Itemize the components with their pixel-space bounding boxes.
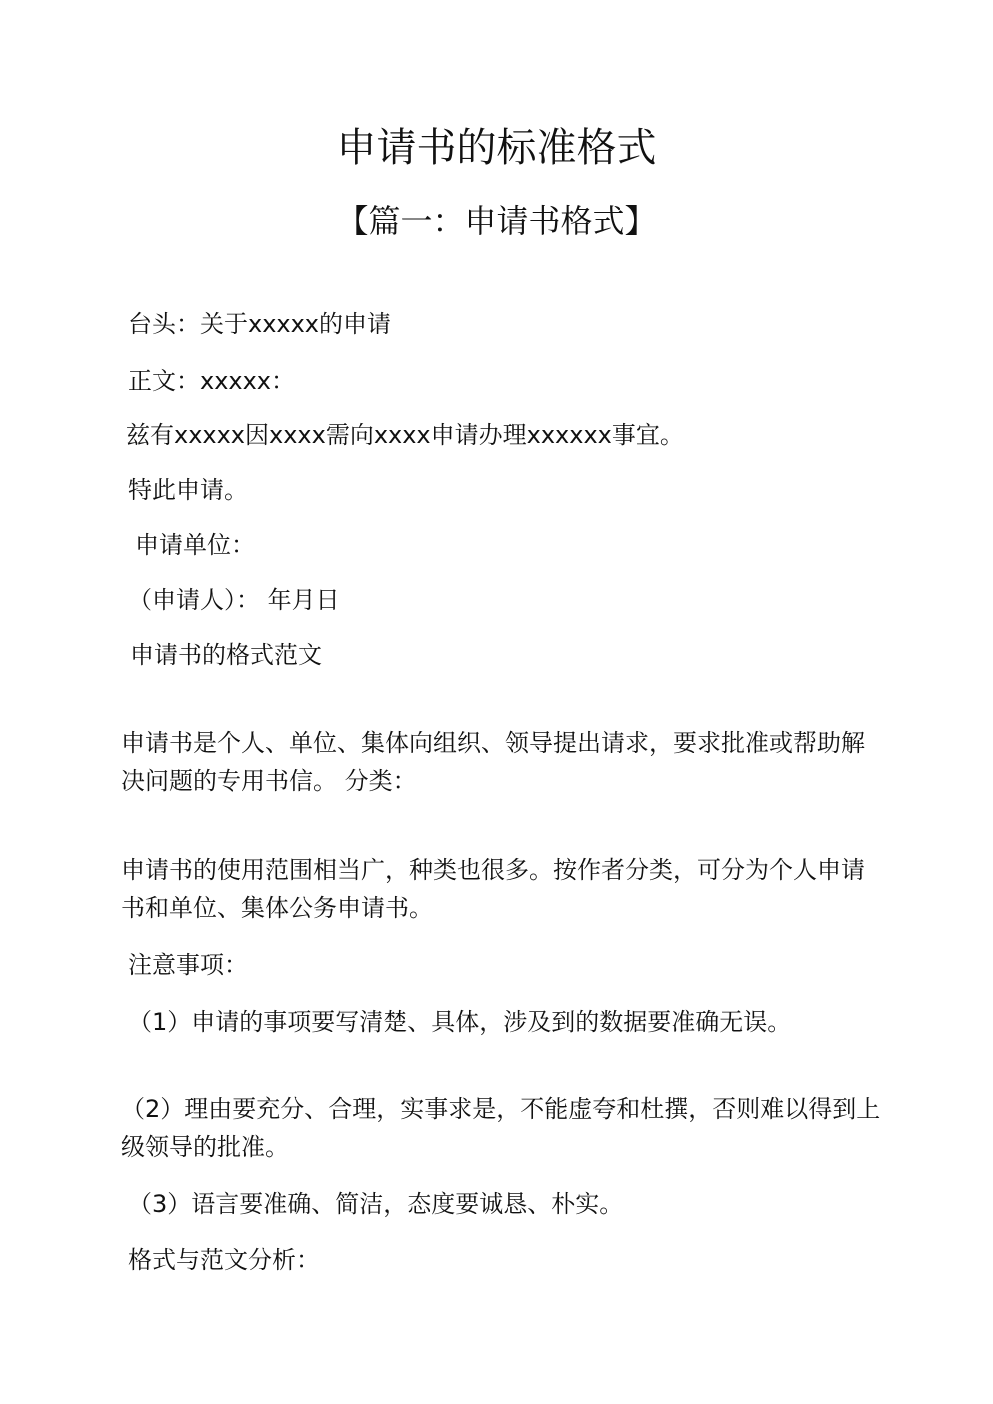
document-title: 申请书的标准格式 bbox=[336, 125, 657, 171]
note-item-3: （3）语言要准确、简洁，态度要诚恳、朴实。 bbox=[128, 1190, 624, 1218]
note-item-1: （1）申请的事项要写清楚、具体，涉及到的数据要准确无误。 bbox=[128, 1008, 792, 1036]
classification-paragraph: 申请书的使用范围相当广，种类也很多。按作者分类，可分为个人申请书和单位、集体公务申请书。 bbox=[121, 856, 865, 922]
applicant-date-line: （申请人）： 年月日 bbox=[128, 586, 340, 614]
sample-heading-line: 申请书的格式范文 bbox=[130, 641, 322, 669]
body-text-line: 兹有xxxxx因xxxx需向xxxx申请办理xxxxxx事宜。 bbox=[126, 421, 684, 449]
section-heading: 【篇一：申请书格式】 bbox=[336, 202, 657, 240]
header-line: 台头：关于xxxxx的申请 bbox=[128, 310, 392, 338]
applicant-unit-line: 申请单位： bbox=[135, 531, 255, 559]
analysis-heading: 格式与范文分析： bbox=[128, 1246, 320, 1274]
notes-heading: 注意事项： bbox=[128, 951, 248, 979]
note-item-2: （2）理由要充分、合理，实事求是，不能虚夸和杜撰，否则难以得到上级领导的批准。 bbox=[121, 1095, 881, 1161]
definition-paragraph: 申请书是个人、单位、集体向组织、领导提出请求，要求批准或帮助解决问题的专用书信。 分类： bbox=[121, 729, 865, 795]
body-label-line: 正文：xxxxx： bbox=[128, 367, 296, 395]
closing-line: 特此申请。 bbox=[128, 476, 248, 504]
